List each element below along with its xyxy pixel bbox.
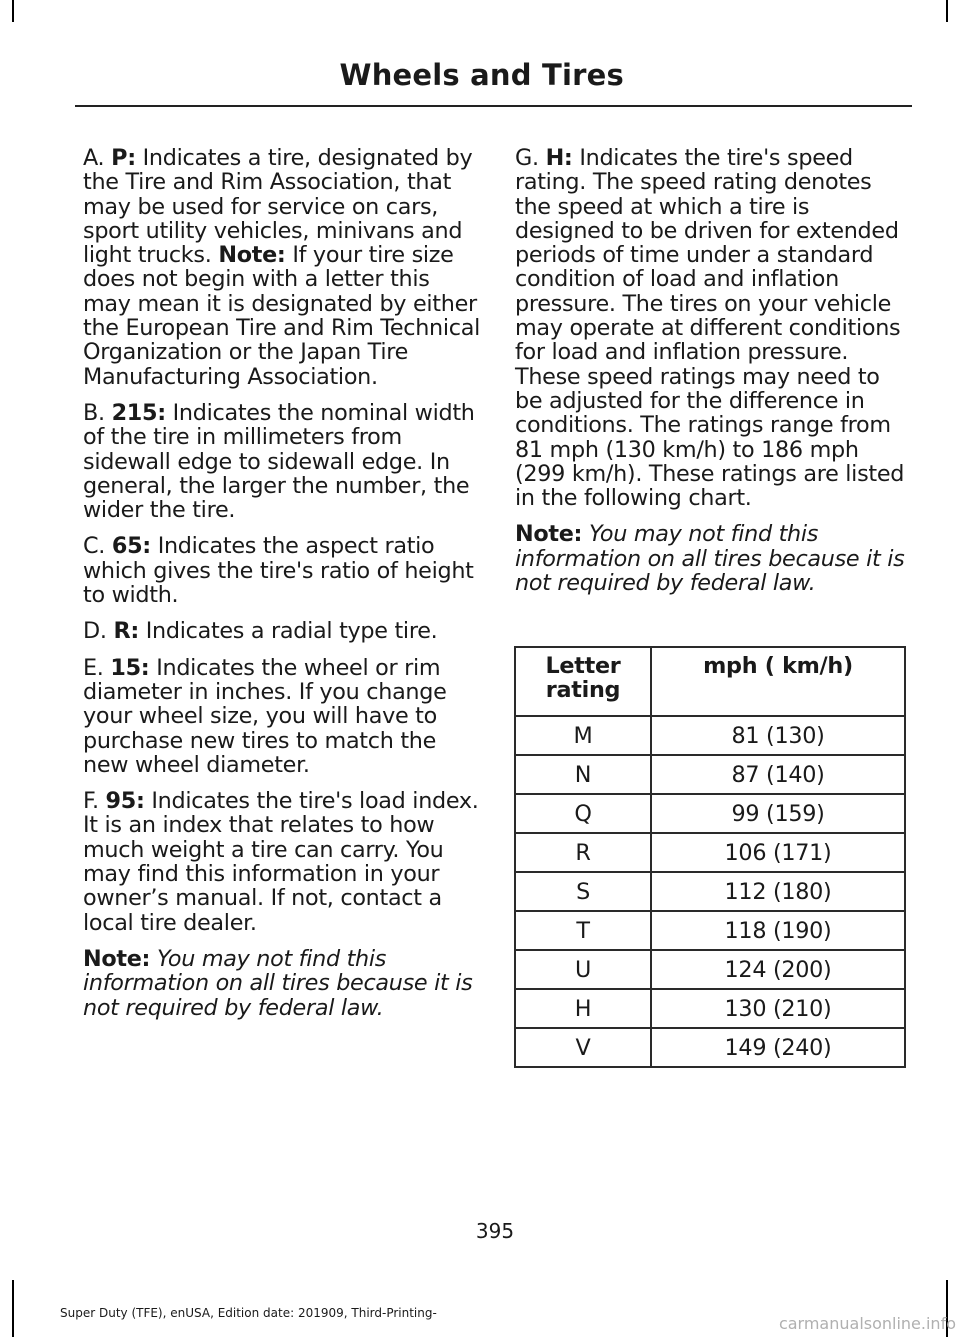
- item-a-text: Indicates a tire, designated by the Tire and Rim Association, that may be used for service on cars, sport utility vehicles, minivans and light trucks.: [83, 145, 473, 269]
- item-d: [83, 619, 483, 643]
- crop-mark-top-right: [946, 0, 948, 22]
- item-f-code: 95:: [105, 788, 145, 815]
- speed-cell: 99 (159): [651, 794, 905, 833]
- header-divider: [75, 105, 912, 107]
- item-e-code: 15:: [110, 654, 150, 681]
- item-g-prefix: G.: [515, 145, 539, 171]
- item-c-prefix: C.: [83, 533, 106, 560]
- speed-cell: 81 (130): [651, 716, 905, 755]
- left-note-text: You may not find this information on all tires because it is not required by federal law.: [83, 945, 473, 1021]
- speed-cell: 118 (190): [651, 911, 905, 950]
- letter-cell: R: [515, 833, 651, 872]
- letter-cell: V: [515, 1028, 651, 1067]
- item-f: [83, 789, 483, 935]
- item-d-code: R:: [113, 618, 139, 645]
- left-note: [83, 947, 483, 1020]
- speed-cell: 87 (140): [651, 755, 905, 794]
- item-b-prefix: B.: [83, 399, 105, 426]
- speed-cell: 124 (200): [651, 950, 905, 989]
- letter-cell: M: [515, 716, 651, 755]
- item-e-text: Indicates the wheel or rim diameter in inches. If you change your wheel size, you will have to purchase new tires to match the new wheel diameter.: [83, 654, 447, 778]
- item-a: [83, 146, 483, 389]
- crop-mark-bottom-left: [12, 1280, 14, 1337]
- item-g-code: H:: [545, 145, 573, 171]
- item-f-text: Indicates the tire's load index. It is an index that relates to how much weight a tire can carry. You may find this information in your owner’s manual. If not, contact a local tire dealer.: [83, 788, 479, 936]
- item-a-note-label: Note:: [218, 242, 286, 269]
- table-row: [515, 794, 905, 833]
- table-row: [515, 950, 905, 989]
- page-title: Wheels and Tires: [339, 58, 624, 92]
- item-a-prefix: A.: [83, 145, 105, 171]
- table-header-row: [515, 647, 905, 716]
- item-a-code: P:: [111, 145, 136, 171]
- table-row: [515, 755, 905, 794]
- right-note-text: You may not find this information on all tires because it is not required by federal law.: [515, 521, 905, 597]
- speed-cell: 106 (171): [651, 833, 905, 872]
- crop-mark-top-left: [12, 0, 14, 22]
- table-row: [515, 872, 905, 911]
- letter-cell: S: [515, 872, 651, 911]
- item-g: [515, 146, 913, 510]
- speed-cell: 112 (180): [651, 872, 905, 911]
- item-c-code: 65:: [111, 533, 151, 560]
- table-row: [515, 716, 905, 755]
- item-d-text: Indicates a radial type tire.: [145, 618, 438, 645]
- right-note-label: Note:: [515, 521, 583, 548]
- header-speed: mph ( km/h): [651, 647, 905, 716]
- right-note: [515, 522, 913, 595]
- watermark: carmanualsonline.info: [778, 1314, 956, 1333]
- speed-cell: 149 (240): [651, 1028, 905, 1067]
- item-c: [83, 534, 483, 607]
- item-a-note-text: If your tire size does not begin with a letter this may mean it is designated by either the European Tire and Rim Technical Organization or the Japan Tire Manufacturing Association.: [83, 242, 480, 390]
- item-e: [83, 656, 483, 777]
- right-column: [515, 146, 913, 607]
- left-note-label: Note:: [83, 945, 151, 972]
- header-letter-rating: Letter rating: [515, 647, 651, 716]
- page-number: 395: [475, 1219, 515, 1243]
- left-column: [83, 146, 483, 1032]
- item-d-prefix: D.: [83, 618, 107, 645]
- letter-cell: Q: [515, 794, 651, 833]
- letter-cell: N: [515, 755, 651, 794]
- item-g-text: Indicates the tire's speed rating. The speed rating denotes the speed at which a tire is designed to be driven for extended periods of time under a standard condition of load and inflation pressure. The tires on your vehicle may operate at different conditions for load and inflation pressure. These speed ratings may need to be adjusted for the difference in conditions. The ratings range from 81 mph (130 km/h) to 186 mph (299 km/h). These ratings are listed in the following chart.: [515, 145, 905, 512]
- letter-cell: U: [515, 950, 651, 989]
- table-row: [515, 833, 905, 872]
- table-row: [515, 911, 905, 950]
- letter-cell: H: [515, 989, 651, 1028]
- table-row: [515, 1028, 905, 1067]
- item-b-code: 215:: [111, 399, 166, 426]
- item-f-prefix: F.: [83, 788, 99, 815]
- speed-cell: 130 (210): [651, 989, 905, 1028]
- item-c-text: Indicates the aspect ratio which gives the tire's ratio of height to width.: [83, 533, 474, 609]
- edition-footer: Super Duty (TFE), enUSA, Edition date: 201909, Third-Printing-: [60, 1306, 437, 1320]
- speed-rating-table: [514, 646, 906, 1068]
- item-b: [83, 401, 483, 522]
- item-e-prefix: E.: [83, 654, 104, 681]
- letter-cell: T: [515, 911, 651, 950]
- item-b-text: Indicates the nominal width of the tire in millimeters from sidewall edge to sidewall edge. In general, the larger the number, the wider the tire.: [83, 399, 475, 524]
- table-row: [515, 989, 905, 1028]
